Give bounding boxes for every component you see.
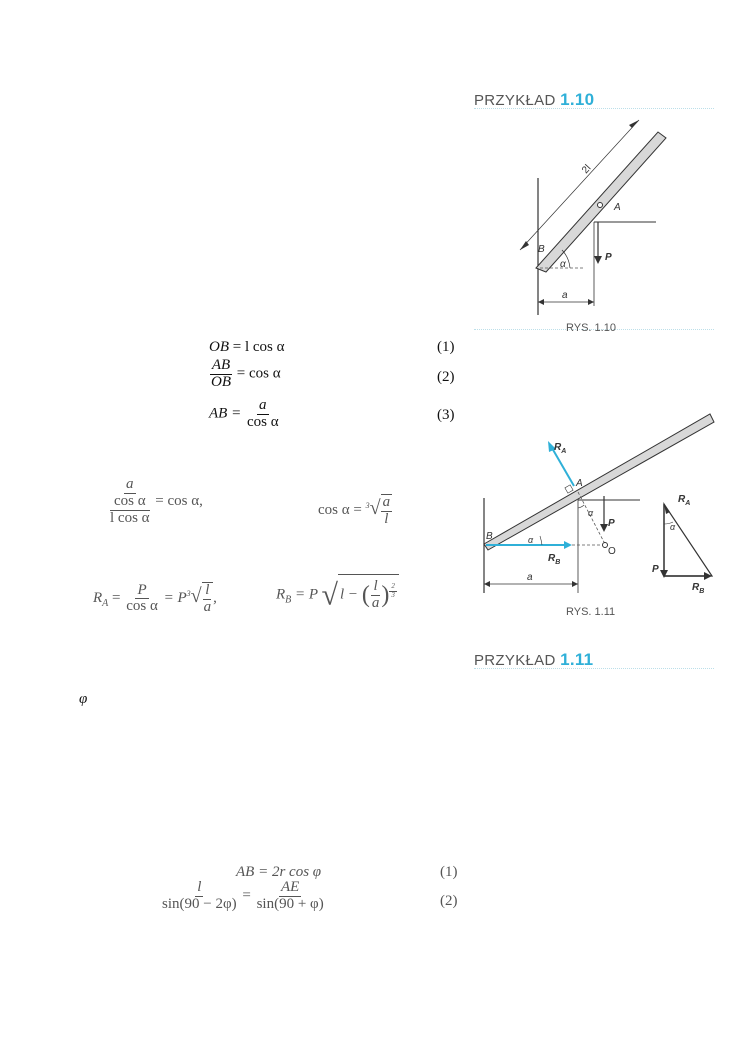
heading-divider (474, 668, 714, 669)
derivation-fraction: $\frac{\frac{a}{\text{cos α}}}{\text{l cos α}}$ = cos α, (110, 476, 203, 526)
alpha-arc-a (578, 505, 584, 508)
rb-label: $R_B$ (548, 553, 561, 566)
rb-arrow-icon (564, 541, 572, 549)
point-a-label: A (614, 202, 621, 213)
force-label: P (605, 252, 612, 263)
point-b-label: B (486, 531, 493, 542)
triangle-p-arrow-icon (660, 570, 668, 578)
reaction-rb: $R_B = P$ √ l − ( $\frac{l}{a}$ ) $^{\frac{2}{3}}$ (276, 574, 399, 612)
root-sign: √ (321, 578, 339, 612)
force-arrow-icon (600, 524, 608, 532)
point-b-label: B (538, 244, 545, 255)
equation-ab-ob: $\frac{AB}{OB}$ = cos α (211, 357, 281, 390)
triangle-ra-label: $R_A$ (678, 494, 691, 507)
point-o (603, 543, 608, 548)
dim-arrow-icon (572, 581, 578, 587)
a-dim-label: a (562, 290, 568, 301)
length-label: 2l (580, 162, 594, 177)
example-title-number: 1.11 (560, 650, 594, 669)
equation-number: (3) (437, 407, 455, 423)
figure-1-11 (474, 408, 719, 613)
triangle-p-label: P (652, 564, 659, 575)
equation-number: (2) (437, 369, 455, 385)
force-arrow-icon (594, 256, 602, 264)
example-1-10-heading (474, 90, 594, 110)
dim-arrow-icon (520, 241, 529, 250)
point-o-label: O (608, 546, 616, 557)
figure-1-10 (474, 110, 714, 325)
alpha-label-b: α (528, 535, 534, 545)
ra-label: $R_A$ (554, 442, 567, 455)
figure-1-11-caption: RYS. 1.11 (566, 606, 616, 618)
point-a-label: A (576, 478, 583, 489)
dim-arrow-icon (588, 299, 594, 305)
phi-symbol: φ (79, 691, 88, 707)
dim-arrow-icon (538, 299, 544, 305)
triangle-alpha-label: α (670, 522, 676, 532)
rod (484, 414, 714, 550)
dim-arrow-icon (629, 120, 639, 128)
dim-arrow-icon (484, 581, 490, 587)
example-1-11-heading (474, 650, 593, 670)
force-label: P (608, 518, 615, 529)
example-title-word: PRZYKŁAD (474, 652, 556, 669)
equation-ab-2r: AB = 2r cos φ (236, 864, 322, 880)
heading-divider (474, 108, 714, 109)
example-title-word: PRZYKŁAD (474, 92, 556, 109)
force-triangle (664, 504, 712, 576)
root-sign: √ (369, 497, 381, 520)
equation-number: (1) (440, 864, 458, 880)
alpha-label-a: α (588, 508, 594, 518)
reaction-ra: $R_A$ = $\frac{P}{\text{cos α}}$ = $P^3√$ $\frac{l}{a}$ , (93, 581, 217, 615)
example-title-number: 1.10 (560, 90, 595, 109)
figure-1-10-caption: RYS. 1.10 (566, 322, 616, 334)
point-a (598, 203, 603, 208)
alpha-arc-b (540, 536, 542, 545)
equation-number: (2) (440, 893, 458, 909)
derivation-cos-root: cos α = $^3$√ $\frac{a}{l}$ (318, 494, 391, 527)
alpha-label: α (560, 259, 566, 270)
equation-ab: AB = $\frac{a}{\text{cos α}}$ (209, 397, 279, 430)
equation-sine-law: $\frac{l}{\sin(90 - 2\varphi)}$ = $\frac{AE}{\sin(90 + \varphi)}$ (162, 879, 324, 912)
equation-number: (1) (437, 339, 455, 355)
root-sign: √ (190, 585, 202, 608)
rod (536, 132, 666, 272)
triangle-rb-label: $R_B$ (692, 582, 705, 595)
a-dim-label: a (527, 572, 533, 583)
equation-ob: OB = l cos α (209, 339, 285, 355)
right-angle-marker (565, 485, 573, 493)
